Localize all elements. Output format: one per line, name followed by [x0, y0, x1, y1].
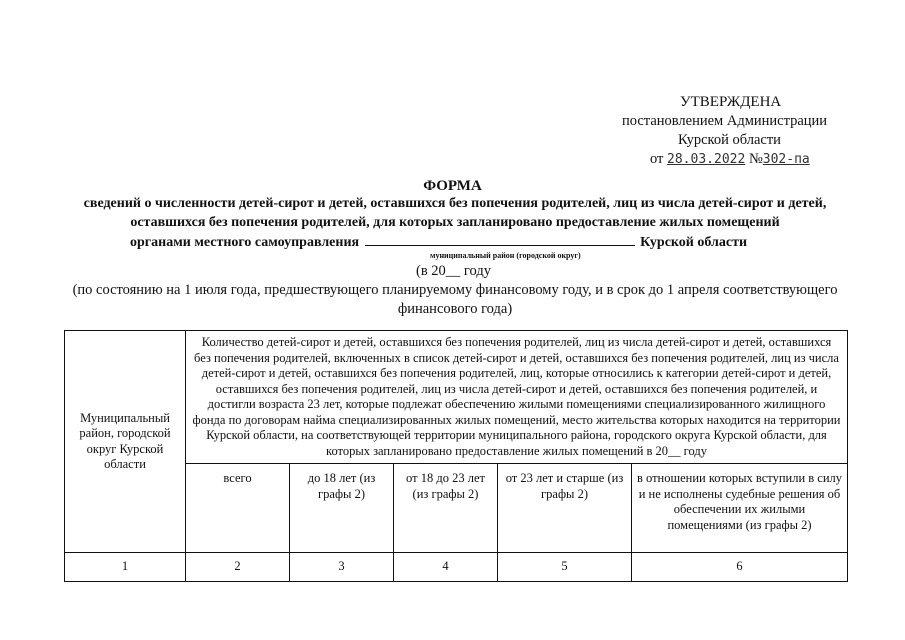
col-number: 4	[394, 553, 498, 582]
approval-block	[622, 93, 862, 169]
approval-title: УТВЕРЖДЕНА	[680, 94, 782, 110]
col-number: 2	[186, 553, 290, 582]
form-subtitle-part2: Курской области	[640, 235, 748, 250]
year-line: (в 20__ году	[416, 263, 491, 279]
approval-number-sign: №	[748, 151, 763, 167]
col-number: 3	[290, 553, 394, 582]
state-note: (по состоянию на 1 июля года, предшествующего планируемому финансовому году, и в срок до 1 апреля соответствующего финансового года)	[72, 282, 838, 317]
subheader-court-decisions: в отношении которых вступили в силу и не исполнены судебные решения об обеспечении их жилыми помещениями (из графы 2)	[632, 464, 848, 553]
approval-date-line	[622, 150, 862, 169]
approval-region: Курской области	[678, 132, 781, 148]
form-subtitle: сведений о численности детей-сирот и детей, оставшихся без попечения родителей, лиц из числа детей-сирот и детей, оставшихся без попечения родителей, для которых запланировано предоставление жилых помещений	[83, 196, 827, 230]
col-number: 5	[498, 553, 632, 582]
table-header-row	[65, 331, 848, 464]
col-number: 1	[65, 553, 186, 582]
form-subtitle-blank-line	[130, 233, 830, 251]
approval-from-label: от	[650, 151, 664, 167]
form-title: ФОРМА	[423, 178, 482, 194]
col1-header: Муниципальный район, городской округ Курской области	[65, 331, 186, 553]
table-number-row	[65, 553, 848, 582]
approval-number: 302-па	[762, 152, 810, 167]
approval-by: постановлением Администрации	[622, 113, 828, 129]
col-number: 6	[632, 553, 848, 582]
approval-date: 28.03.2022	[667, 152, 746, 167]
subheader-total: всего	[186, 464, 290, 553]
subheader-18-23: от 18 до 23 лет (из графы 2)	[394, 464, 498, 553]
subheader-over-23: от 23 лет и старше (из графы 2)	[498, 464, 632, 553]
subheader-under-18: до 18 лет (из графы 2)	[290, 464, 394, 553]
municipality-blank	[365, 233, 635, 246]
form-subtitle-part1: органами местного самоуправления	[130, 235, 360, 250]
data-table	[64, 330, 848, 582]
group-header: Количество детей-сирот и детей, оставшихся без попечения родителей, лиц из числа детей-сирот и детей, оставшихся без попечения родителей, включенных в список детей-сирот и детей, оставшихся без попечения родителей, лиц из числа детей-сирот и детей, оставшихся без попечения родителей, лиц, которые относились к категории детей-сирот и детей, оставшихся без попечения родителей, лиц из числа детей-сирот и детей, оставшихся без попечения родителей, и достигли возраста 23 лет, которые подлежат обеспечению жилыми помещениями специализированного жилищного фонда по договорам найма специализированных жилых помещений, место жительства которых находится на территории Курской области, на соответствующей территории муниципального района, городского округа Курской области, для которых запланировано предоставление жилых помещений в 20__ году	[186, 331, 848, 464]
blank-hint: муниципальный район (городской округ)	[430, 251, 581, 260]
